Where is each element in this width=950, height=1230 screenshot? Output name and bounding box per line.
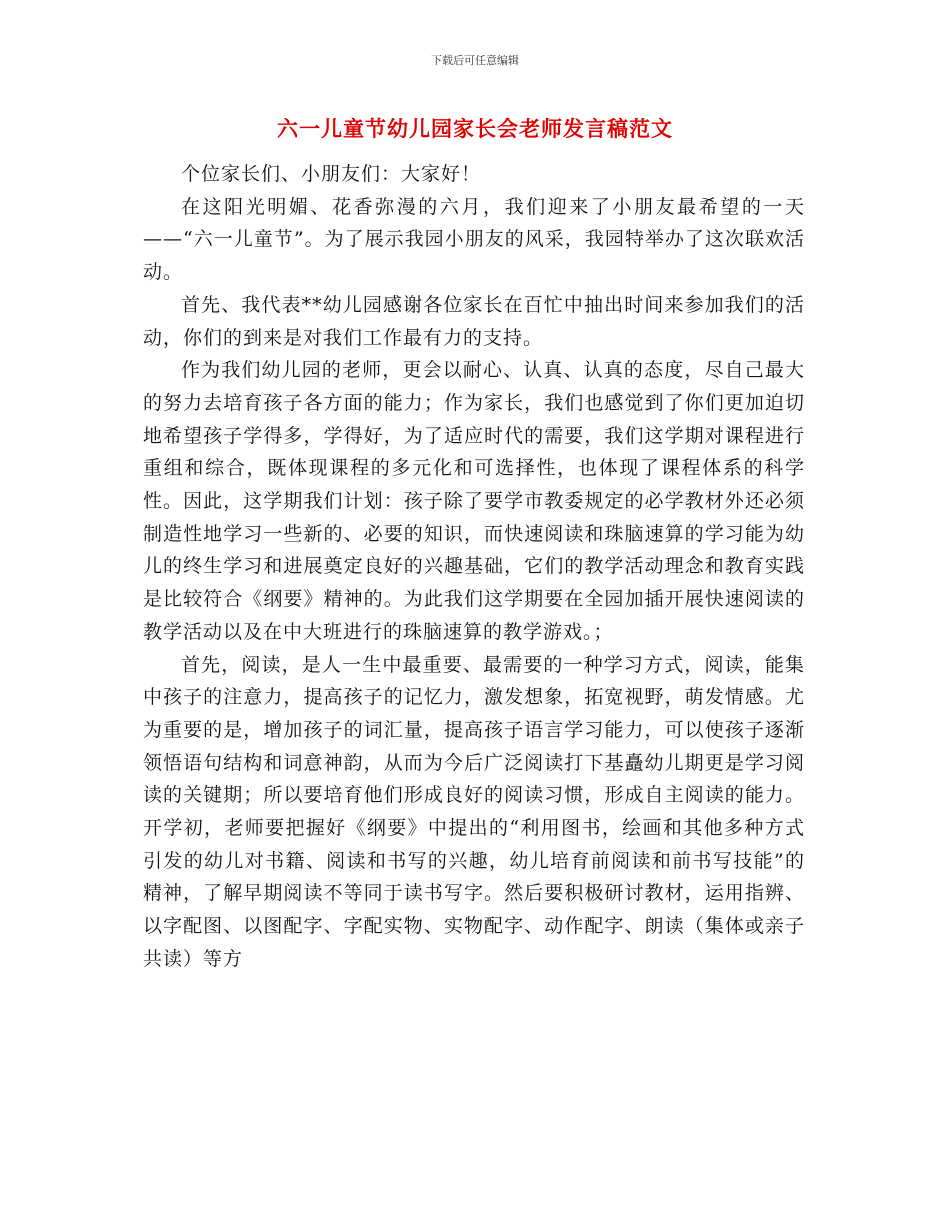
paragraph-thanks: 首先、我代表**幼儿园感谢各位家长在百忙中抽出时间来参加我们的活动，你们的到来是对我们工作最有力的支持。 [143, 293, 805, 349]
document-body [143, 158, 805, 976]
paragraph-intro: 在这阳光明媚、花香弥漫的六月，我们迎来了小朋友最希望的一天——“六一儿童节”。为了展示我园小朋友的风采，我园特举办了这次联欢活动。 [143, 195, 805, 284]
header-note: 下载后可任意编辑 [431, 54, 519, 67]
document-title: 六一儿童节幼儿园家长会老师发言稿范文 [277, 117, 673, 141]
paragraph-curriculum: 作为我们幼儿园的老师，更会以耐心、认真、认真的态度，尽自己最大的努力去培育孩子各方面的能力；作为家长，我们也感觉到了你们更加迫切地希望孩子学得多，学得好，为了适应时代的需要，我们这学期对课程进行重组和综合，既体现课程的多元化和可选择性，也体现了课程体系的科学性。因此，这学期我们计划：孩子除了要学市教委规定的必学教材外还必须制造性地学习一些新的、必要的知识，而快速阅读和珠脑速算的学习能为幼儿的终生学习和进展奠定良好的兴趣基础，它们的教学活动理念和教育实践是比较符合《纲要》精神的。为此我们这学期要在全园加插开展快速阅读的教学活动以及在中大班进行的珠脑速算的教学游戏。； [143, 359, 805, 643]
paragraph-reading: 首先，阅读，是人一生中最重要、最需要的一种学习方式，阅读，能集中孩子的注意力，提高孩子的记忆力，激发想象，拓宽视野，萌发情感。尤为重要的是，增加孩子的词汇量，提高孩子语言学习能力，可以使孩子逐渐领悟语句结构和词意神韵，从而为今后广泛阅读打下基矗幼儿期更是学习阅读的关键期；所以要培育他们形成良好的阅读习惯，形成自主阅读的能力。开学初，老师要把握好《纲要》中提出的“利用图书，绘画和其他多种方式引发的幼儿对书籍、阅读和书写的兴趣，幼儿培育前阅读和前书写技能”的精神，了解早期阅读不等同于读书写字。然后要积极研讨教材，运用指辨、以字配图、以图配字、字配实物、实物配字、动作配字、朗读（集体或亲子共读）等方 [143, 653, 805, 970]
paragraph-greeting: 个位家长们、小朋友们：大家好！ [181, 163, 482, 185]
